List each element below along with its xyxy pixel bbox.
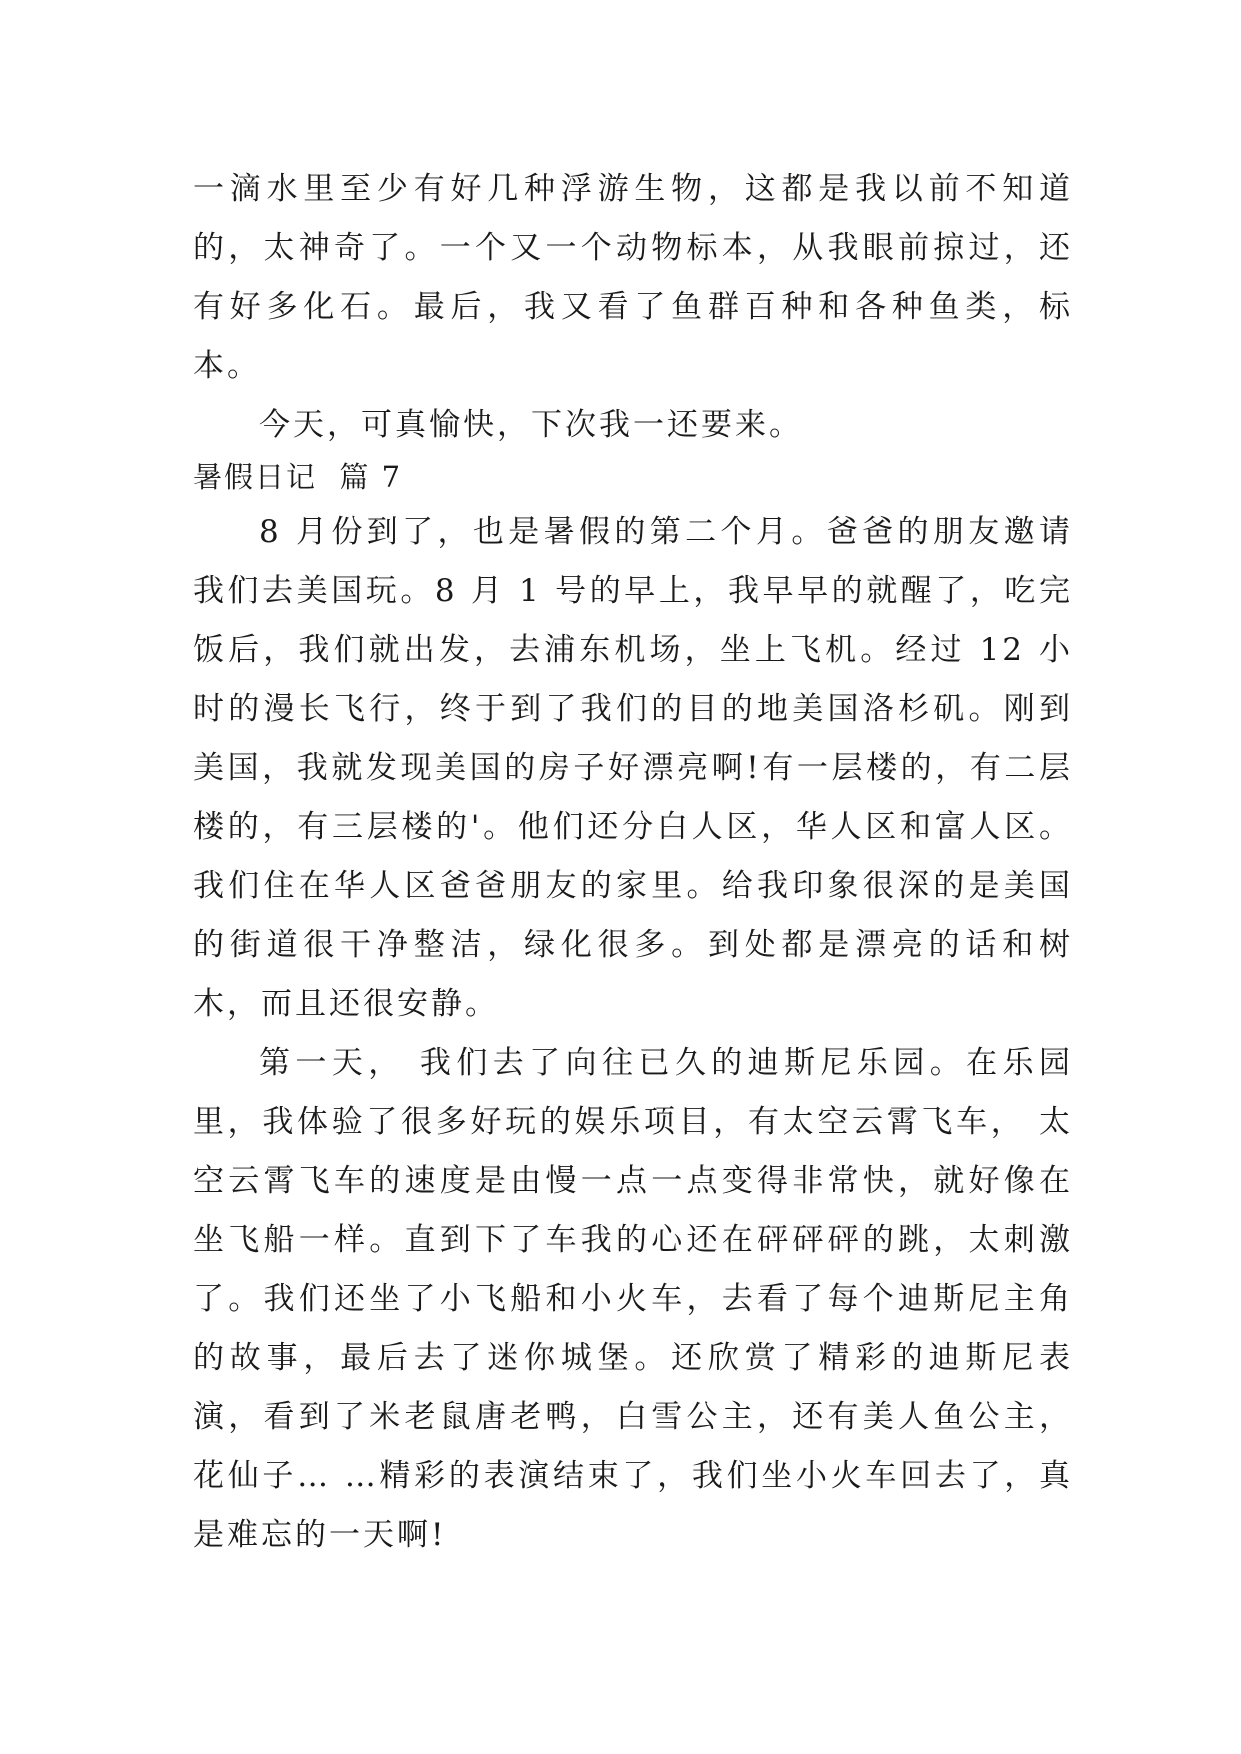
continuation-paragraph-2: 今天，可真愉快，下次我一还要来。 bbox=[259, 407, 803, 443]
section-heading: 暑假日记 篇 7 bbox=[193, 460, 403, 494]
continuation-paragraph-1: 一滴水里至少有好几种浮游生物，这都是我以前不知道的，太神奇了。一个又一个动物标本，从我眼前掠过，还有好多化石。最后，我又看了鱼群百种和各种鱼类，标本。 bbox=[193, 171, 1073, 384]
section-paragraph-2: 第一天， 我们去了向往已久的迪斯尼乐园。在乐园里，我体验了很多好玩的娱乐项目，有太空云霄飞车， 太空云霄飞车的速度是由慢一点一点变得非常快，就好像在坐飞船一样。直到下了车我的心还在砰砰砰的跳，太刺激了。我们还坐了小飞船和小火车，去看了每个迪斯尼主角的故事，最后去了迷你城堡。还欣赏了精彩的迪斯尼表演，看到了米老鼠唐老鸭，白雪公主，还有美人鱼公主，花仙子… …精彩的表演结束了，我们坐小火车回去了，真是难忘的一天啊! bbox=[193, 1045, 1073, 1553]
section-body bbox=[193, 503, 1073, 1565]
section-paragraph-1: 8 月份到了，也是暑假的第二个月。爸爸的朋友邀请我们去美国玩。8 月 1 号的早上，我早早的就醒了，吃完饭后，我们就出发，去浦东机场，坐上飞机。经过 12 小时的漫长飞行，终于到了我们的目的地美国洛杉矶。刚到美国，我就发现美国的房子好漂亮啊!有一层楼的，有二层楼的，有三层楼的'。他们还分白人区，华人区和富人区。我们住在华人区爸爸朋友的家里。给我印象很深的是美国的街道很干净整洁，绿化很多。到处都是漂亮的话和树木，而且还很安静。 bbox=[193, 514, 1073, 1022]
continuation-text bbox=[193, 160, 1073, 455]
